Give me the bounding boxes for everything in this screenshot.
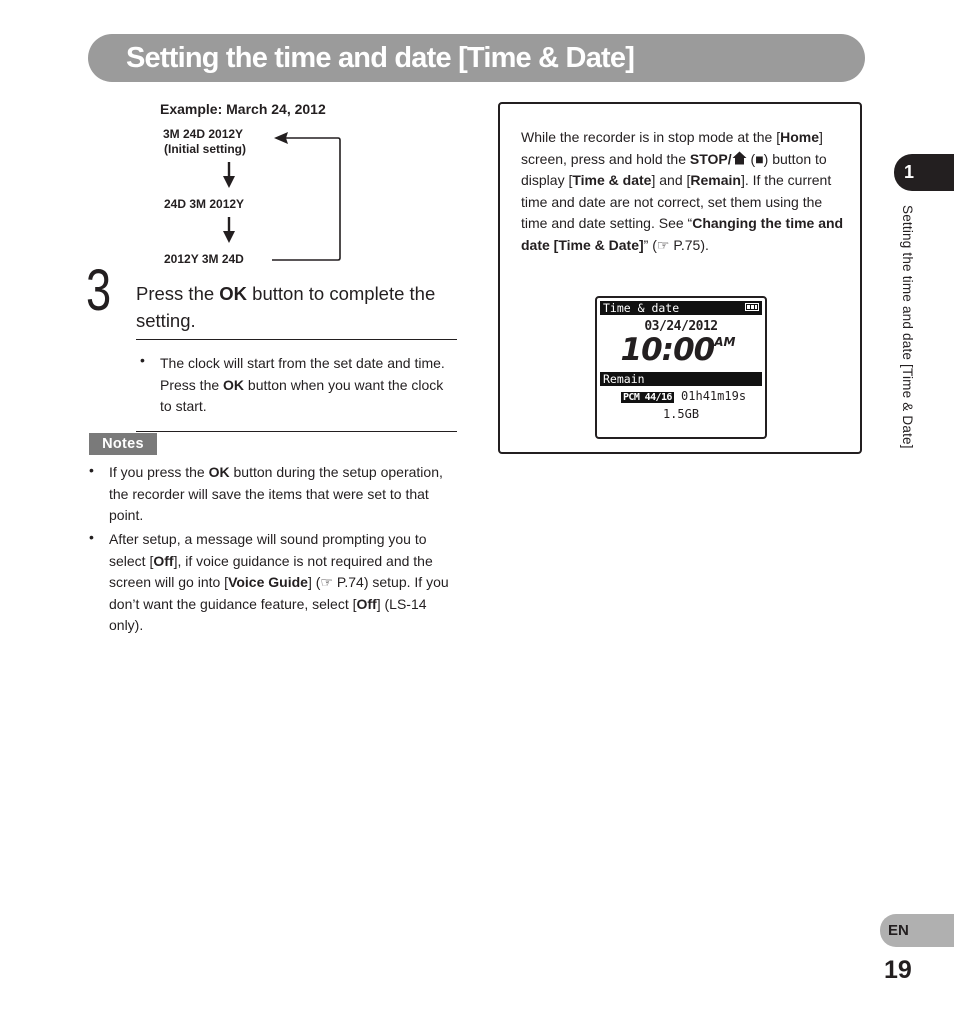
screen-remain-bar: Remain [600,372,762,386]
info-text: While the recorder is in stop mode at the [Home] screen, press and hold the STOP/ (■) button to display [Time & date] and [Remain]. If the current time and date are not correct, set them using the time and date setting. See “Changing the time and date [Time & Date]” (☞ P.75). [521,129,844,253]
format-option-3: 2012Y 3M 24D [164,252,244,266]
section-side-title: Setting the time and date [Time & Date] [900,205,915,449]
step-note: The clock will start from the set date and time. Press the OK button when you want the clock to start. [160,355,445,415]
capacity: 1.5GB [662,407,700,421]
bullet-dot: • [89,529,94,545]
format-badge: PCM 44/16 [623,392,672,403]
screen-date: 03/24/2012 [644,319,718,334]
device-screen [595,296,767,439]
arrow-down-icon [223,217,235,243]
format-cycle-diagram [150,120,350,270]
initial-setting-note: (Initial setting) [164,142,246,156]
screen-clock [591,333,765,367]
divider [136,431,457,432]
screen-remain-row [597,389,765,405]
example-label: Example: March 24, 2012 [160,101,326,117]
home-icon [732,151,747,165]
screen-time: 10:00 [620,332,715,368]
notes-label: Notes [89,433,157,455]
battery-icon [745,303,759,311]
bullet-dot: • [89,462,94,478]
bullet-dot: • [140,352,145,368]
format-option-1: 3M 24D 2012Y [163,127,244,141]
page-number: 19 [884,956,912,984]
step-number: 3 [86,258,110,323]
arrow-left-icon [274,132,288,144]
language-tab: EN [880,914,954,947]
arrow-down-icon [223,162,235,188]
format-option-2: 24D 3M 2012Y [164,197,245,211]
remain-time: 01h41m19s [681,389,747,403]
screen-title-bar [600,301,762,315]
divider [136,339,457,340]
step-instruction: Press the OK button to complete the setting. [136,283,436,331]
page-title: Setting the time and date [Time & Date] [126,42,635,74]
screen-title: Time & date [603,301,680,315]
chapter-tab: 1 [894,154,954,191]
note-item-1: If you press the OK button during the setup operation, the recorder will save the items that were set to that point. [109,464,443,524]
screen-ampm: AM [714,335,736,349]
note-item-2: After setup, a message will sound prompting you to select [Off], if voice guidance is not required and the screen will go into [Voice Guide] (☞ P.74) setup. If you don’t want the guidance feature, select [Off] (LS-14 only). [109,531,449,634]
